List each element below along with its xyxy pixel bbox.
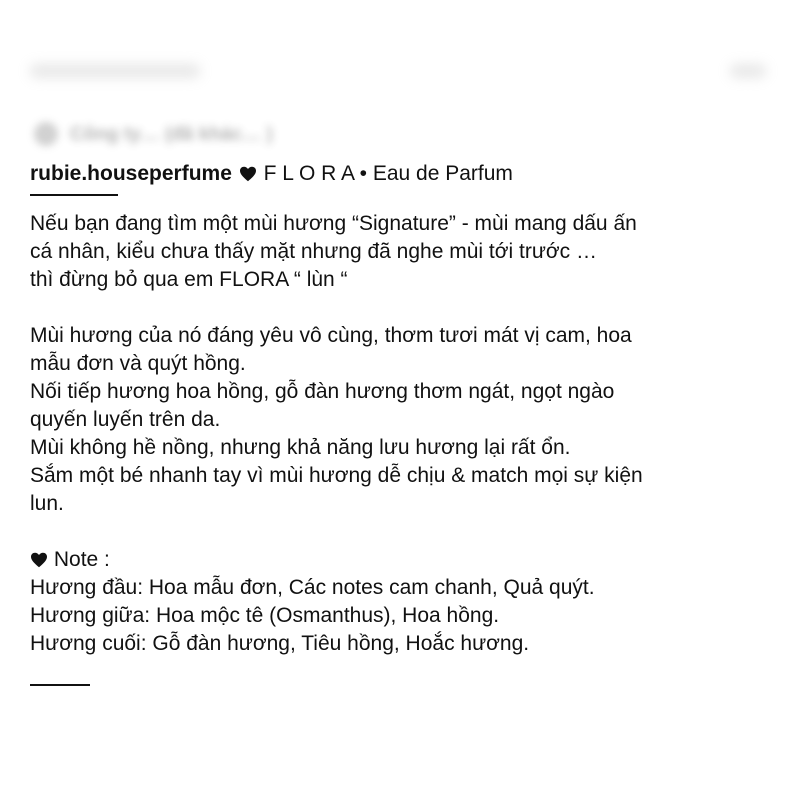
intro-line: thì đừng bỏ qua em FLORA “ lùn “	[30, 268, 348, 291]
username-link[interactable]: rubie.houseperfume	[30, 162, 232, 185]
description-line: Mùi không hề nồng, nhưng khả năng lưu hương lại rất ổn.	[30, 436, 571, 459]
note-line: Hương giữa: Hoa mộc tê (Osmanthus), Hoa hồng.	[30, 604, 500, 627]
caption-title: F L O R A • Eau de Parfum	[263, 162, 513, 185]
description-line: mẫu đơn và quýt hồng.	[30, 352, 246, 375]
note-line: Hương cuối: Gỗ đàn hương, Tiêu hồng, Hoắc hương.	[30, 632, 530, 655]
heart-icon	[30, 546, 48, 574]
blurred-text: Công ty… (đã khác… )	[70, 124, 273, 145]
blurred-comment-row	[30, 118, 550, 148]
note-line: Hương đầu: Hoa mẫu đơn, Các notes cam chanh, Quả quýt.	[30, 576, 595, 599]
blurred-header-bar	[30, 58, 770, 82]
description-line: lun.	[30, 492, 64, 515]
note-heading: Note :	[53, 548, 110, 571]
avatar	[34, 122, 58, 146]
description-line: Nối tiếp hương hoa hồng, gỗ đàn hương thơm ngát, ngọt ngào	[30, 380, 615, 403]
post-caption	[30, 160, 775, 700]
note-heading-line	[30, 546, 775, 574]
divider	[30, 684, 90, 686]
description-line: Mùi hương của nó đáng yêu vô cùng, thơm tươi mát vị cam, hoa	[30, 324, 632, 347]
description-line: Sắm một bé nhanh tay vì mùi hương dễ chịu & match mọi sự kiện	[30, 464, 643, 487]
description-line: quyến luyến trên da.	[30, 408, 221, 431]
heart-icon	[238, 160, 258, 188]
intro-line: Nếu bạn đang tìm một mùi hương “Signature” - mùi mang dấu ấn	[30, 212, 637, 235]
caption-title-line	[30, 160, 775, 188]
intro-line: cá nhân, kiểu chưa thấy mặt nhưng đã nghe mùi tới trước …	[30, 240, 597, 263]
divider	[30, 194, 118, 196]
